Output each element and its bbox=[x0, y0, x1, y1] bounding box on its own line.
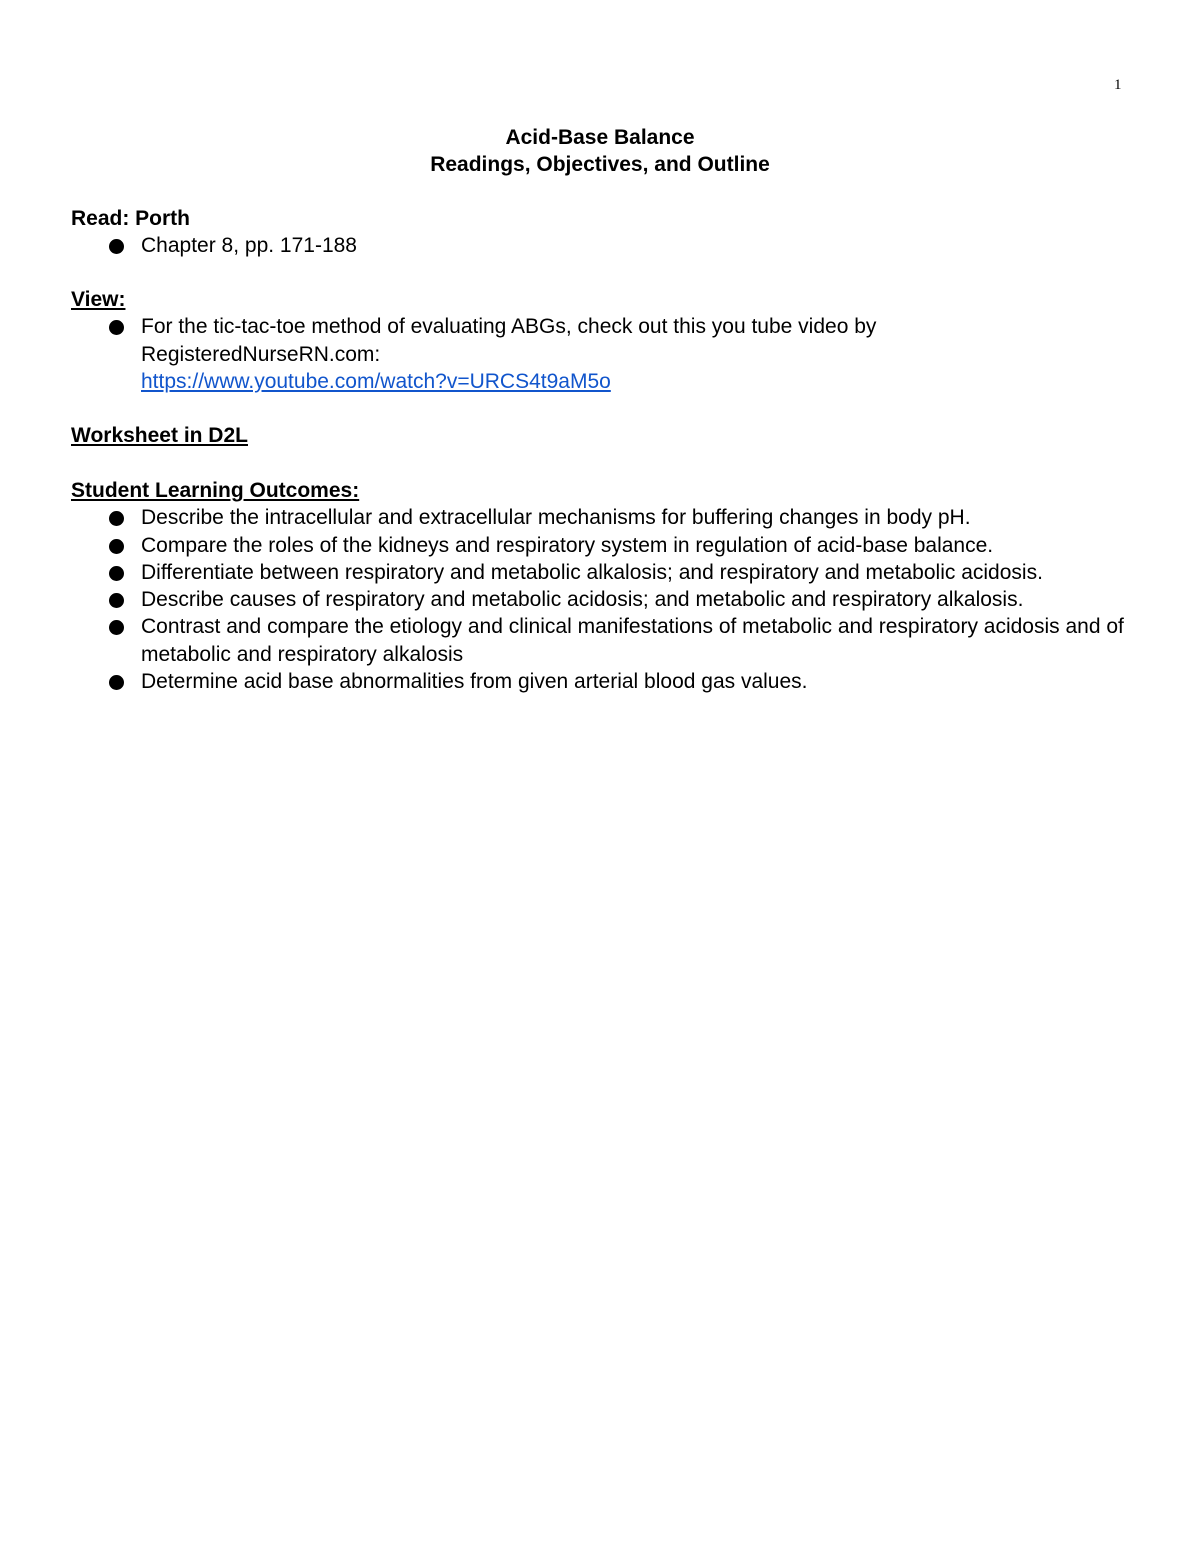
list-item bbox=[71, 559, 1131, 586]
bullet-icon bbox=[109, 239, 124, 254]
read-section bbox=[71, 205, 1131, 260]
bullet-icon bbox=[109, 620, 124, 635]
list-item bbox=[71, 586, 1131, 613]
view-item-text-line-2: RegisteredNurseRN.com: bbox=[141, 342, 381, 366]
view-list bbox=[71, 313, 1131, 395]
outcome-text: Determine acid base abnormalities from given arterial blood gas values. bbox=[141, 670, 808, 694]
bullet-icon bbox=[109, 539, 124, 554]
youtube-video-link[interactable]: https://www.youtube.com/watch?v=URCS4t9aM5o bbox=[141, 369, 611, 393]
bullet-icon bbox=[109, 675, 124, 690]
read-list bbox=[71, 232, 1131, 259]
list-item bbox=[71, 532, 1131, 559]
worksheet-section bbox=[71, 422, 1131, 449]
outcome-text: Contrast and compare the etiology and clinical manifestations of metabolic and respiratory acidosis and of metabolic and respiratory alkalosis bbox=[141, 615, 1124, 666]
outcomes-section bbox=[71, 477, 1131, 695]
read-item-text: Chapter 8, pp. 171-188 bbox=[141, 234, 357, 258]
list-item bbox=[71, 232, 1131, 259]
list-item bbox=[71, 313, 1131, 395]
list-item bbox=[71, 613, 1131, 668]
page-number: 1 bbox=[1114, 77, 1122, 93]
outcome-text: Describe the intracellular and extracellular mechanisms for buffering changes in body pH. bbox=[141, 506, 971, 530]
title-line-1: Acid-Base Balance bbox=[505, 126, 695, 149]
bullet-icon bbox=[109, 320, 124, 335]
bullet-icon bbox=[109, 511, 124, 526]
list-item bbox=[71, 668, 1131, 695]
bullet-icon bbox=[109, 593, 124, 608]
outcome-text: Describe causes of respiratory and metabolic acidosis; and metabolic and respiratory alkalosis. bbox=[141, 588, 1024, 612]
bullet-icon bbox=[109, 566, 124, 581]
outcomes-heading: Student Learning Outcomes: bbox=[71, 479, 360, 502]
outcome-text: Differentiate between respiratory and metabolic alkalosis; and respiratory and metabolic acidosis. bbox=[141, 560, 1043, 584]
outcome-text: Compare the roles of the kidneys and respiratory system in regulation of acid-base balance. bbox=[141, 533, 994, 557]
worksheet-heading: Worksheet in D2L bbox=[71, 424, 248, 447]
document-title bbox=[0, 124, 1200, 178]
title-line-2: Readings, Objectives, and Outline bbox=[430, 153, 770, 176]
read-heading: Read: Porth bbox=[71, 207, 191, 230]
list-item bbox=[71, 504, 1131, 531]
outcomes-list bbox=[71, 504, 1131, 695]
view-heading: View: bbox=[71, 288, 126, 311]
view-section bbox=[71, 286, 1131, 395]
view-item-text-line-1: For the tic-tac-toe method of evaluating ABGs, check out this you tube video by bbox=[141, 315, 877, 339]
